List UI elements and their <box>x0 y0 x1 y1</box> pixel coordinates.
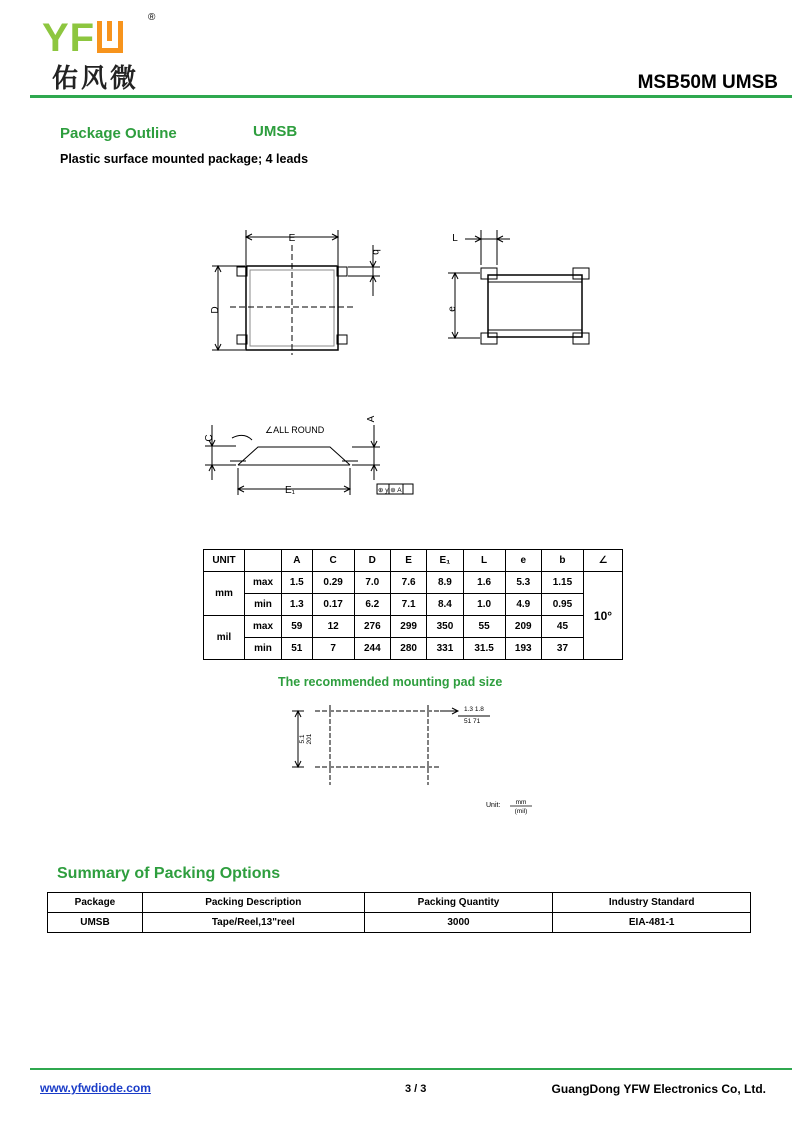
table-header-cell: E <box>390 550 426 572</box>
page-number: 3 / 3 <box>405 1083 427 1095</box>
dimension-table <box>203 549 623 660</box>
footer-divider <box>30 1068 792 1070</box>
all-round-note: ∠ALL ROUND <box>265 425 325 435</box>
table-header-row <box>204 550 623 572</box>
table-header-cell: C <box>312 550 354 572</box>
table-header-cell: D <box>354 550 390 572</box>
table-cell: 0.29 <box>312 572 354 594</box>
package-description: Plastic surface mounted package; 4 leads <box>60 152 309 166</box>
limit-cell: max <box>245 616 282 638</box>
logo-text: YF <box>42 16 96 60</box>
table-header-cell: Packing Description <box>142 893 364 913</box>
table-cell: 5.3 <box>505 572 541 594</box>
packing-heading: Summary of Packing Options <box>57 865 281 882</box>
dim-e-label: E <box>288 233 296 244</box>
pad-height-mm: 5.1 <box>299 734 306 744</box>
table-header-cell: ∠ <box>584 550 623 572</box>
registered-mark: ® <box>148 12 156 23</box>
table-cell: 55 <box>463 616 505 638</box>
table-row <box>48 913 751 933</box>
table-cell: 8.4 <box>427 594 463 616</box>
table-cell: EIA-481-1 <box>553 913 751 933</box>
packing-table <box>47 892 751 933</box>
table-cell: 51 <box>282 638 313 660</box>
dim-c-label: C <box>204 434 215 442</box>
table-cell: 1.6 <box>463 572 505 594</box>
dim-a-label: A <box>366 415 377 423</box>
table-row <box>204 616 623 638</box>
table-cell: 59 <box>282 616 313 638</box>
table-cell: 4.9 <box>505 594 541 616</box>
dim-l-label: L <box>452 233 458 244</box>
table-cell: 7.1 <box>390 594 426 616</box>
table-cell: 209 <box>505 616 541 638</box>
pad-dim-w-mm: 1.8 <box>474 706 484 713</box>
unit-numerator: mm <box>515 799 527 806</box>
table-cell: 37 <box>541 638 583 660</box>
table-cell: 1.5 <box>282 572 313 594</box>
table-cell: 6.2 <box>354 594 390 616</box>
table-header-cell: UNIT <box>204 550 245 572</box>
table-header-cell: Packing Quantity <box>364 893 553 913</box>
table-cell: 244 <box>354 638 390 660</box>
company-name: GuangDong YFW Electronics Co, Ltd. <box>551 1082 766 1096</box>
table-cell: 0.17 <box>312 594 354 616</box>
unit-denominator: (mil) <box>514 808 528 815</box>
pad-dim-h-mm: 1.3 <box>464 706 474 713</box>
table-cell: 7.6 <box>390 572 426 594</box>
limit-cell: max <box>245 572 282 594</box>
profile-view-drawing <box>205 425 413 495</box>
top-view-drawing <box>212 230 380 355</box>
table-cell: 12 <box>312 616 354 638</box>
table-cell: 1.15 <box>541 572 583 594</box>
package-drawings <box>0 0 800 520</box>
table-cell: Tape/Reel,13"reel <box>142 913 364 933</box>
table-header-cell: A <box>282 550 313 572</box>
table-cell: UMSB <box>48 913 143 933</box>
dim-e1-label: E₁ <box>284 485 296 496</box>
mounting-pad-drawing <box>280 695 540 820</box>
unit-cell: mil <box>204 616 245 660</box>
mounting-pad-heading: The recommended mounting pad size <box>278 675 503 689</box>
table-cell: 7 <box>312 638 354 660</box>
package-name: UMSB <box>253 123 298 140</box>
table-cell: 3000 <box>364 913 553 933</box>
table-row <box>204 638 623 660</box>
table-header-cell: b <box>541 550 583 572</box>
dim-e-pitch-label: e <box>447 306 458 312</box>
unit-cell: mm <box>204 572 245 616</box>
pad-dim-w-mil: 71 <box>473 718 481 725</box>
pad-dim-h-mil: 51 <box>464 718 472 725</box>
pad-height-mil: 201 <box>306 733 313 745</box>
table-header-cell: Industry Standard <box>553 893 751 913</box>
table-cell: 276 <box>354 616 390 638</box>
table-cell: 193 <box>505 638 541 660</box>
angle-cell: 10° <box>584 572 623 660</box>
table-header-cell: e <box>505 550 541 572</box>
table-header-cell: Package <box>48 893 143 913</box>
table-header-cell: E₁ <box>427 550 463 572</box>
logo-chinese-name: 佑风微 <box>52 64 140 94</box>
dim-b-label: b <box>370 249 381 255</box>
table-cell: 280 <box>390 638 426 660</box>
tolerance-frame: ⊕ y ⊛ A <box>378 487 402 494</box>
table-cell: 1.3 <box>282 594 313 616</box>
table-cell: 45 <box>541 616 583 638</box>
table-cell: 331 <box>427 638 463 660</box>
website-link[interactable]: www.yfwdiode.com <box>40 1081 151 1095</box>
table-cell: 1.0 <box>463 594 505 616</box>
table-header-cell <box>245 550 282 572</box>
table-row <box>204 572 623 594</box>
limit-cell: min <box>245 594 282 616</box>
limit-cell: min <box>245 638 282 660</box>
table-cell: 8.9 <box>427 572 463 594</box>
pad-width-mil <box>464 718 481 725</box>
table-header-row <box>48 893 751 913</box>
package-outline-heading: Package Outline <box>60 125 177 142</box>
unit-label: Unit: <box>486 802 501 809</box>
table-cell: 7.0 <box>354 572 390 594</box>
table-cell: 31.5 <box>463 638 505 660</box>
table-row <box>204 594 623 616</box>
side-view-drawing <box>448 230 589 344</box>
table-header-cell: L <box>463 550 505 572</box>
table-cell: 299 <box>390 616 426 638</box>
dim-d-label: D <box>210 306 221 314</box>
document-title: MSB50M UMSB <box>637 72 778 93</box>
table-cell: 350 <box>427 616 463 638</box>
pad-width-mm <box>464 706 484 713</box>
table-cell: 0.95 <box>541 594 583 616</box>
